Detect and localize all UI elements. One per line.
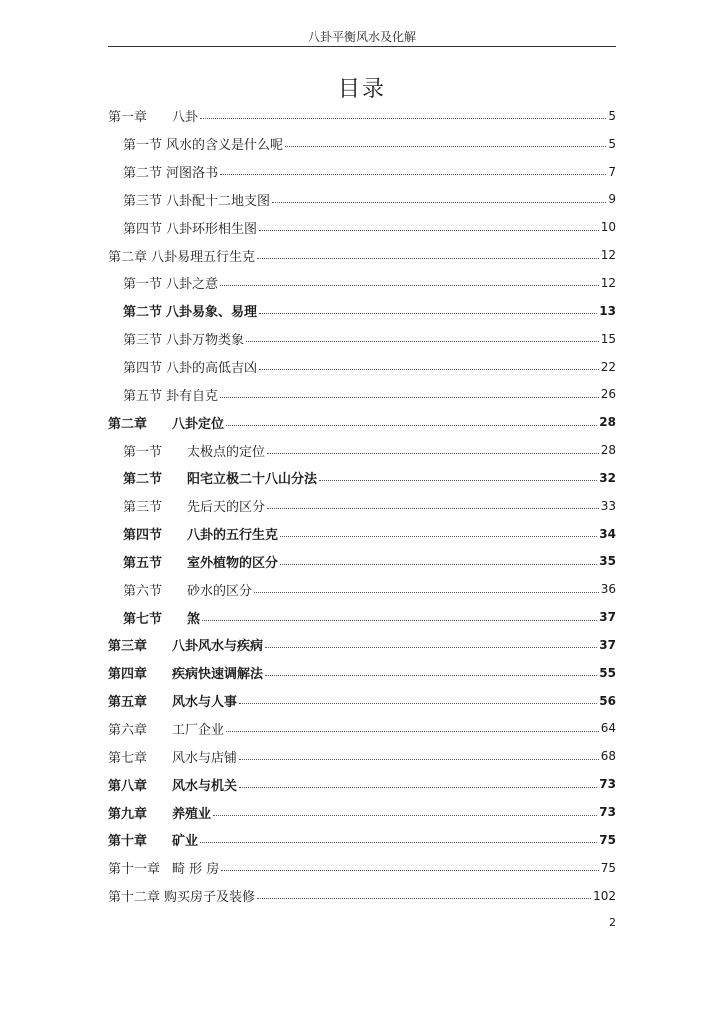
toc-entry-number: 第十章 bbox=[108, 834, 148, 850]
toc-entry[interactable] bbox=[108, 520, 616, 548]
dot-leader bbox=[265, 675, 597, 676]
toc-entry-label bbox=[108, 635, 263, 654]
dot-leader bbox=[202, 620, 597, 621]
toc-entry-title: 八卦风水与疾病 bbox=[172, 639, 264, 655]
dot-leader bbox=[226, 731, 599, 732]
header-rule bbox=[108, 46, 616, 47]
dot-leader bbox=[220, 397, 599, 398]
toc-entry-page: 34 bbox=[599, 526, 616, 541]
toc-entry-number: 第六节 bbox=[123, 583, 163, 599]
toc-entry-label bbox=[108, 803, 211, 822]
toc-entry-number: 第三节 bbox=[123, 193, 163, 209]
toc-entry[interactable] bbox=[108, 353, 616, 381]
toc-entry-label bbox=[108, 830, 198, 849]
dot-leader bbox=[259, 369, 599, 370]
toc-entry-number: 第四节 bbox=[123, 361, 163, 377]
toc-entry-title: 先后天的区分 bbox=[187, 500, 266, 516]
toc-entry[interactable] bbox=[108, 854, 616, 882]
toc-entry-label bbox=[123, 273, 218, 292]
toc-entry[interactable] bbox=[108, 492, 616, 520]
toc-entry-page: 32 bbox=[599, 470, 616, 485]
toc-entry-page: 28 bbox=[599, 415, 616, 430]
toc-entry-title: 河图洛书 bbox=[166, 166, 219, 182]
toc-entry-label bbox=[108, 663, 263, 682]
toc-entry-label bbox=[123, 441, 265, 460]
toc-entry[interactable] bbox=[108, 687, 616, 715]
dot-leader bbox=[239, 703, 597, 704]
dot-leader bbox=[246, 341, 599, 342]
toc-entry[interactable] bbox=[108, 241, 616, 269]
toc-entry-number: 第四节 bbox=[123, 221, 163, 237]
toc-entry-number: 第二节 bbox=[123, 472, 163, 488]
dot-leader bbox=[259, 313, 597, 314]
toc-entry[interactable] bbox=[108, 715, 616, 743]
dot-leader bbox=[257, 898, 591, 899]
toc-entry-page: 13 bbox=[599, 303, 616, 318]
toc-entry[interactable] bbox=[108, 659, 616, 687]
toc-entry-page: 9 bbox=[608, 192, 616, 207]
toc-entry-title: 八卦的高低吉凶 bbox=[166, 361, 258, 377]
toc-entry-label bbox=[108, 719, 224, 738]
toc-entry[interactable] bbox=[108, 213, 616, 241]
toc-entry-title: 八卦 bbox=[172, 110, 199, 126]
toc-entry-page: 5 bbox=[608, 136, 616, 151]
toc-entry-number: 第三章 bbox=[108, 639, 148, 655]
toc-entry-page: 68 bbox=[600, 749, 616, 764]
toc-entry-title: 风水与人事 bbox=[172, 695, 238, 711]
dot-leader bbox=[272, 202, 606, 203]
toc-entry-label bbox=[123, 329, 244, 348]
toc-entry-label bbox=[108, 691, 237, 710]
toc-entry-title: 疾病快速调解法 bbox=[172, 667, 264, 683]
toc-entry-number: 第六章 bbox=[108, 722, 148, 738]
toc-title: 目录 bbox=[337, 77, 386, 102]
toc-entry[interactable] bbox=[108, 548, 616, 576]
toc-entry-label bbox=[123, 468, 317, 487]
toc-entry-title: 八卦之意 bbox=[166, 277, 219, 293]
toc-entry-title: 风水与店铺 bbox=[172, 750, 238, 766]
toc-entry-page: 12 bbox=[600, 275, 616, 290]
toc-entry-number: 第十一章 bbox=[108, 862, 161, 878]
toc-entry-page: 55 bbox=[599, 665, 616, 680]
toc-entry[interactable] bbox=[108, 325, 616, 353]
toc-entry[interactable] bbox=[108, 770, 616, 798]
toc-entry-number: 第一节 bbox=[123, 277, 163, 293]
toc-entry[interactable] bbox=[108, 575, 616, 603]
toc-entry-title: 卦有自克 bbox=[166, 388, 219, 404]
dot-leader bbox=[319, 480, 597, 481]
toc-entry[interactable] bbox=[108, 798, 616, 826]
table-of-contents bbox=[108, 102, 616, 909]
dot-leader bbox=[239, 787, 597, 788]
toc-entry-page: 15 bbox=[600, 331, 616, 346]
toc-entry-page: 37 bbox=[599, 637, 616, 652]
toc-entry-label bbox=[123, 301, 257, 320]
toc-entry-page: 12 bbox=[600, 248, 616, 263]
toc-entry-label bbox=[123, 496, 265, 515]
toc-entry-number: 第三节 bbox=[123, 500, 163, 516]
toc-entry[interactable] bbox=[108, 158, 616, 186]
toc-entry-label bbox=[108, 747, 237, 766]
toc-entry-number: 第七节 bbox=[123, 611, 163, 627]
toc-entry-label bbox=[108, 413, 224, 432]
toc-entry-title: 八卦配十二地支图 bbox=[166, 193, 271, 209]
toc-entry-title: 工厂企业 bbox=[172, 722, 225, 738]
toc-entry-title: 八卦易理五行生克 bbox=[151, 249, 256, 265]
dot-leader bbox=[259, 230, 599, 231]
toc-entry-title: 砂水的区分 bbox=[187, 583, 253, 599]
toc-entry-label bbox=[123, 385, 218, 404]
toc-entry-page: 64 bbox=[600, 721, 616, 736]
toc-entry-label bbox=[123, 134, 283, 153]
toc-entry-label bbox=[108, 106, 198, 125]
toc-entry-label bbox=[108, 775, 237, 794]
toc-entry[interactable] bbox=[108, 130, 616, 158]
dot-leader bbox=[220, 285, 599, 286]
toc-entry-title: 风水与机关 bbox=[172, 778, 238, 794]
toc-entry[interactable] bbox=[108, 631, 616, 659]
toc-entry-number: 第五章 bbox=[108, 695, 148, 711]
toc-entry-number: 第三节 bbox=[123, 333, 163, 349]
toc-entry-label bbox=[108, 246, 255, 265]
dot-leader bbox=[267, 508, 599, 509]
toc-entry[interactable] bbox=[108, 826, 616, 854]
toc-entry-number: 第二章 bbox=[108, 416, 148, 432]
toc-entry-number: 第七章 bbox=[108, 750, 148, 766]
toc-entry-page: 37 bbox=[599, 610, 616, 625]
toc-entry-title: 畸 形 房 bbox=[172, 862, 220, 878]
toc-entry-page: 22 bbox=[600, 359, 616, 374]
toc-entry[interactable] bbox=[108, 297, 616, 325]
toc-entry-number: 第一节 bbox=[123, 444, 163, 460]
dot-leader bbox=[265, 647, 597, 648]
toc-entry-page: 75 bbox=[599, 832, 616, 847]
dot-leader bbox=[226, 425, 597, 426]
toc-entry-label bbox=[123, 218, 257, 237]
toc-entry-page: 73 bbox=[599, 777, 616, 792]
dot-leader bbox=[200, 842, 597, 843]
toc-entry-label bbox=[123, 552, 278, 571]
page-number: 2 bbox=[609, 916, 616, 929]
dot-leader bbox=[254, 592, 599, 593]
toc-entry-title: 养殖业 bbox=[172, 806, 212, 822]
toc-entry-title: 八卦环形相生图 bbox=[166, 221, 258, 237]
toc-entry-number: 第九章 bbox=[108, 806, 148, 822]
toc-entry-label bbox=[123, 190, 270, 209]
toc-entry-number: 第二章 bbox=[108, 249, 148, 265]
toc-entry-title: 矿业 bbox=[172, 834, 199, 850]
toc-entry-title: 室外植物的区分 bbox=[187, 555, 279, 571]
toc-entry-number: 第一节 bbox=[123, 138, 163, 154]
toc-entry-page: 33 bbox=[600, 498, 616, 513]
toc-entry[interactable] bbox=[108, 186, 616, 214]
toc-entry-page: 56 bbox=[599, 693, 616, 708]
toc-entry-title: 八卦的五行生克 bbox=[187, 528, 279, 544]
toc-entry[interactable] bbox=[108, 464, 616, 492]
toc-entry-number: 第二节 bbox=[123, 166, 163, 182]
dot-leader bbox=[213, 815, 597, 816]
dot-leader bbox=[220, 174, 606, 175]
toc-entry-page: 102 bbox=[593, 888, 616, 903]
toc-entry[interactable] bbox=[108, 742, 616, 770]
toc-entry-page: 35 bbox=[599, 554, 616, 569]
toc-entry-title: 风水的含义是什么呢 bbox=[166, 138, 284, 154]
dot-leader bbox=[280, 536, 597, 537]
dot-leader bbox=[221, 870, 598, 871]
toc-entry-title: 阳宅立极二十八山分法 bbox=[187, 472, 318, 488]
dot-leader bbox=[239, 759, 599, 760]
toc-entry-label bbox=[123, 162, 218, 181]
toc-entry-page: 73 bbox=[599, 805, 616, 820]
toc-entry-title: 八卦万物类象 bbox=[166, 333, 245, 349]
toc-entry[interactable] bbox=[108, 436, 616, 464]
toc-entry[interactable] bbox=[108, 380, 616, 408]
running-header: 八卦平衡风水及化解 bbox=[307, 30, 416, 44]
toc-entry[interactable] bbox=[108, 603, 616, 631]
toc-entry-title: 购买房子及装修 bbox=[164, 890, 256, 906]
toc-entry-number: 第五节 bbox=[123, 555, 163, 571]
toc-entry-page: 5 bbox=[608, 108, 616, 123]
toc-entry-title: 煞 bbox=[187, 611, 201, 627]
toc-entry[interactable] bbox=[108, 882, 616, 910]
dot-leader bbox=[200, 118, 606, 119]
toc-entry[interactable] bbox=[108, 269, 616, 297]
toc-entry-title: 八卦易象、易理 bbox=[166, 305, 258, 321]
toc-entry[interactable] bbox=[108, 102, 616, 130]
toc-entry-label bbox=[123, 357, 257, 376]
toc-entry-page: 7 bbox=[608, 164, 616, 179]
toc-entry-page: 36 bbox=[600, 582, 616, 597]
toc-entry-page: 28 bbox=[600, 443, 616, 458]
dot-leader bbox=[280, 564, 597, 565]
toc-entry-label bbox=[108, 886, 255, 905]
toc-entry-label bbox=[108, 858, 219, 877]
toc-entry-number: 第四节 bbox=[123, 528, 163, 544]
toc-entry-title: 太极点的定位 bbox=[187, 444, 266, 460]
toc-entry-number: 第一章 bbox=[108, 110, 148, 126]
toc-entry-number: 第十二章 bbox=[108, 890, 161, 906]
toc-entry-number: 第八章 bbox=[108, 778, 148, 794]
dot-leader bbox=[257, 258, 599, 259]
toc-entry[interactable] bbox=[108, 408, 616, 436]
toc-entry-title: 八卦定位 bbox=[172, 416, 225, 432]
toc-entry-page: 26 bbox=[600, 387, 616, 402]
dot-leader bbox=[285, 146, 606, 147]
toc-entry-number: 第五节 bbox=[123, 388, 163, 404]
toc-entry-page: 10 bbox=[600, 220, 616, 235]
toc-entry-number: 第四章 bbox=[108, 667, 148, 683]
toc-entry-label bbox=[123, 608, 200, 627]
toc-entry-label bbox=[123, 580, 252, 599]
toc-entry-number: 第二节 bbox=[123, 305, 163, 321]
toc-entry-page: 75 bbox=[600, 860, 616, 875]
dot-leader bbox=[267, 453, 599, 454]
toc-entry-label bbox=[123, 524, 278, 543]
